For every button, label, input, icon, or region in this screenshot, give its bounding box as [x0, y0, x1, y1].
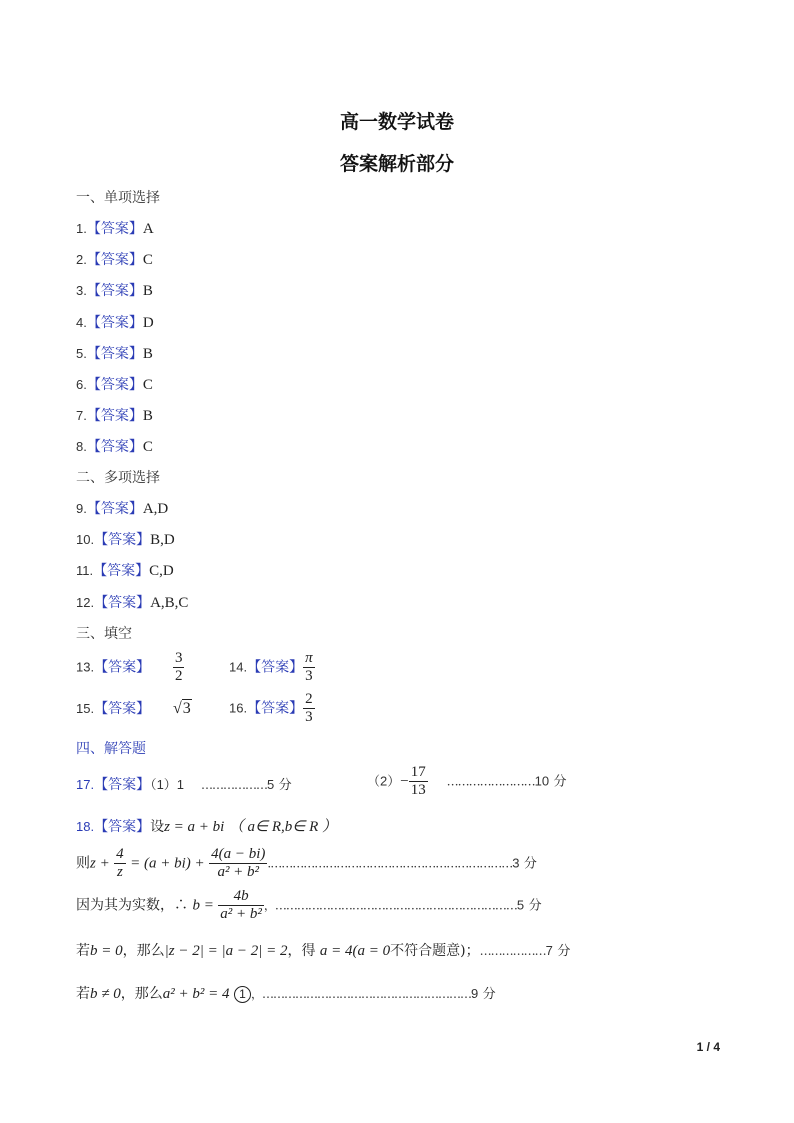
leader-dots: ………………	[200, 778, 267, 792]
part-1-answer: （1）1	[150, 777, 185, 792]
answer-tag: 【答案】	[94, 701, 151, 717]
answer-row	[76, 249, 153, 269]
answer-row	[76, 405, 153, 425]
answer-value: B	[142, 283, 153, 300]
text: 设	[150, 819, 165, 835]
answer-row-15	[76, 698, 192, 718]
answer-row-18	[76, 815, 337, 836]
answer-row	[76, 218, 154, 238]
text: 因为其为实数，∴	[76, 897, 188, 914]
answer-row	[76, 560, 174, 580]
math-expression: a² + b² = 4	[162, 986, 230, 1002]
solution-line-5	[76, 983, 496, 1003]
math-expression: a = 4(a = 0	[319, 943, 391, 959]
text: ，那么	[122, 943, 165, 959]
leader-dots: ………………	[479, 944, 546, 958]
answer-value: D	[142, 314, 154, 331]
text: 若	[76, 986, 90, 1002]
answer-row	[76, 374, 153, 394]
fraction: $\frac{4}{z}$	[116, 846, 124, 880]
question-number: 4.	[76, 314, 87, 330]
score-unit: 分	[553, 774, 567, 790]
fraction: $\frac{2}{3}$	[305, 691, 313, 725]
leader-dots: ……………………	[446, 774, 535, 789]
document-title: 高一数学试卷	[339, 111, 454, 133]
answer-tag: 【答案】	[86, 345, 143, 362]
question-number: 5.	[76, 345, 87, 361]
math-expression: b = 0	[90, 943, 123, 959]
math-expression: b =	[192, 897, 214, 914]
part-2-label: （2）	[367, 773, 401, 789]
answer-tag: 【答案】	[86, 221, 143, 237]
math-expression: = (a + bi) +	[130, 855, 205, 872]
question-number: 2.	[76, 252, 87, 268]
leader-dots: ，…………………………………………………………	[263, 898, 517, 913]
answer-row	[76, 592, 188, 612]
question-number: 12.	[76, 594, 95, 610]
answer-tag: 【答案】	[86, 283, 143, 300]
answer-row	[76, 312, 154, 332]
answer-row-13	[76, 650, 184, 685]
answer-tag: 【答案】	[86, 377, 143, 393]
answer-row	[76, 498, 168, 518]
answer-row	[76, 529, 175, 549]
answer-value: B	[142, 345, 153, 362]
answer-tag: 【答案】	[94, 819, 151, 835]
answer-value: B	[142, 408, 153, 425]
score-unit: 分	[557, 944, 571, 959]
math-expression: z = a + bi	[164, 819, 225, 835]
question-number: 10.	[76, 532, 95, 548]
answer-row	[76, 280, 153, 300]
answer-value: C	[142, 377, 153, 393]
circled-number: 1	[234, 986, 251, 1003]
answer-row	[76, 436, 153, 456]
answer-tag: 【答案】	[86, 501, 143, 517]
question-number: 6.	[76, 377, 87, 392]
fraction: $\frac{3}{2}$	[174, 650, 183, 684]
answer-value: B,D	[150, 532, 175, 549]
answer-row-16	[229, 691, 315, 726]
minus-sign: −	[400, 773, 409, 790]
leader-dots: .…………………………………………………………	[267, 856, 513, 871]
question-number: 13.	[76, 659, 95, 675]
answer-row-17-part1	[76, 774, 292, 794]
answer-tag: 【答案】	[86, 408, 143, 425]
section-heading-multi-choice: 二、多项选择	[76, 470, 160, 486]
answer-tag: 【答案】	[86, 314, 143, 331]
text: 则	[76, 855, 90, 872]
fraction: $\frac{\pi}{3}$	[305, 650, 313, 684]
question-number: 14.	[229, 659, 248, 675]
condition: （ a∈ R,b∈ R ）	[228, 819, 337, 835]
score-unit: 分	[278, 778, 292, 793]
score: 7	[545, 943, 553, 958]
question-number: 15.	[76, 701, 95, 716]
answer-tag: 【答案】	[86, 252, 143, 269]
section-heading-fill-blank: 三、填空	[76, 626, 132, 642]
score: 3	[512, 855, 520, 871]
question-number: 7.	[76, 408, 87, 424]
answer-value: A,D	[142, 501, 169, 517]
answer-value: A,B,C	[150, 594, 189, 611]
answer-row-14	[229, 650, 315, 685]
math-expression: b ≠ 0	[90, 986, 121, 1002]
solution-line-2	[76, 846, 537, 881]
fraction: $\frac{17}{13}$	[410, 764, 426, 798]
answer-value: C,D	[149, 563, 174, 580]
fraction: $\frac{4b}{\text{a² + b²}}$	[220, 888, 262, 922]
answer-value: C	[142, 252, 153, 269]
score: 10	[534, 773, 550, 789]
score-unit: 分	[482, 987, 496, 1002]
question-number: 3.	[76, 283, 87, 299]
answer-value: C	[142, 439, 153, 456]
text: ，得	[287, 943, 316, 959]
answer-row	[76, 343, 153, 363]
text: ，那么	[120, 986, 163, 1002]
text: 若	[76, 943, 90, 959]
answer-tag: 【答案】	[93, 563, 150, 580]
score-unit: 分	[528, 898, 542, 914]
question-number: 1.	[76, 221, 87, 236]
question-number: 17.	[76, 777, 95, 792]
answer-tag: 【答案】	[247, 700, 304, 717]
page-number: 1 / 4	[696, 1040, 720, 1054]
text: 不符合题意)；	[390, 943, 480, 959]
answer-value: A	[142, 221, 154, 237]
answer-tag: 【答案】	[94, 532, 151, 549]
answer-row-17-part2	[367, 764, 567, 799]
math-expression: |z − 2| = |a − 2| = 2	[164, 943, 288, 959]
score: 5	[266, 777, 275, 792]
solution-line-4	[76, 940, 570, 960]
question-number: 8.	[76, 439, 87, 455]
solution-line-3	[76, 888, 542, 923]
score: 5	[516, 897, 525, 913]
section-heading-solutions: 四、解答题	[76, 741, 146, 757]
question-number: 16.	[229, 700, 248, 716]
document-subtitle: 答案解析部分	[339, 153, 454, 175]
fraction: $\frac{4(a - bi)}{\text{a² + b²}}$	[211, 846, 266, 880]
score: 9	[470, 986, 479, 1001]
square-root: √3	[172, 700, 191, 717]
answer-tag: 【答案】	[86, 439, 143, 456]
answer-tag: 【答案】	[94, 777, 151, 793]
answer-tag: 【答案】	[247, 659, 304, 676]
score-unit: 分	[523, 856, 537, 872]
question-number: 18.	[76, 819, 95, 834]
answer-tag: 【答案】	[94, 594, 151, 611]
math-expression: z +	[90, 855, 110, 872]
question-number: 9.	[76, 501, 87, 516]
answer-tag: 【答案】	[94, 659, 151, 676]
leader-dots: ，…………………………………………………	[250, 987, 471, 1001]
question-number: 11.	[76, 563, 94, 579]
section-heading-single-choice: 一、单项选择	[76, 190, 160, 206]
